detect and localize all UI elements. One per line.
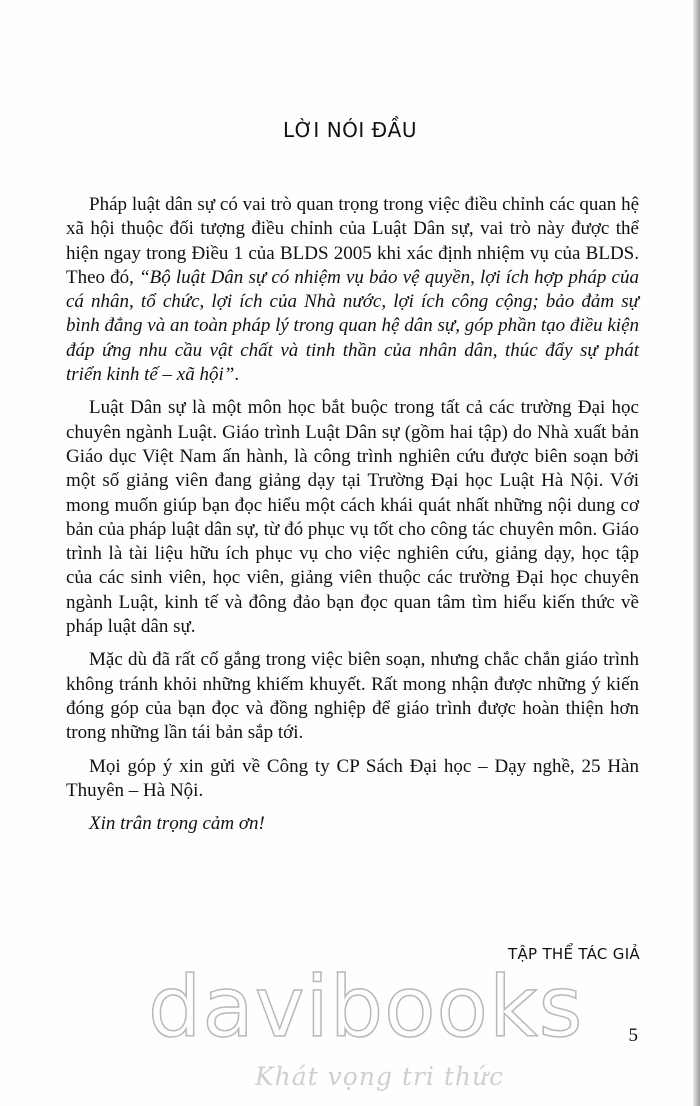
closing-line: Xin trân trọng cảm ơn! <box>89 813 265 835</box>
watermark-tagline: Khát vọng tri thức <box>255 1062 505 1091</box>
scan-page-edge <box>693 0 700 1106</box>
page-title: LỜI NÓI ĐẦU <box>283 118 417 142</box>
author-signature: TẬP THỂ TÁC GIẢ <box>508 945 640 963</box>
page-number: 5 <box>628 1025 638 1046</box>
paragraph-1-tail: . <box>234 364 240 386</box>
paragraph-3: Mặc dù đã rất cố gắng trong việc biên soạn, nhưng chắc chắn giáo trình không tránh khỏi những khiếm khuyết. Rất mong nhận được những ý kiến đóng góp của bạn đọc và đồng nghiệp để giáo trình được hoàn thiện hơn trong những lần tái bản sắp tới. <box>66 649 639 744</box>
preface-body <box>66 193 639 845</box>
paragraph-2: Luật Dân sự là một môn học bắt buộc trong tất cả các trường Đại học chuyên ngành Luật. Giáo trình Luật Dân sự (gồm hai tập) do Nhà xuất bản Giáo dục Việt Nam ấn hành, là công trình nghiên cứu được biên soạn bởi một số giảng viên đang giảng dạy tại Trường Đại học Luật Hà Nội. Với mong muốn giúp bạn đọc hiểu một cách khái quát nhất những nội dung cơ bản của pháp luật dân sự, từ đó phục vụ tốt cho công tác chuyên môn. Giáo trình là tài liệu hữu ích phục vụ cho việc nghiên cứu, giảng dạy, học tập của các sinh viên, học viên, giảng viên thuộc các trường Đại học chuyên ngành Luật, kinh tế và đông đảo bạn đọc quan tâm tìm hiểu kiến thức về pháp luật dân sự. <box>66 397 639 638</box>
watermark-logo: davibooks <box>148 958 584 1056</box>
paragraph-4: Mọi góp ý xin gửi về Công ty CP Sách Đại học – Dạy nghề, 25 Hàn Thuyên – Hà Nội. <box>66 755 639 801</box>
paragraph-1 <box>66 193 639 387</box>
paragraph-1-lead: Pháp luật dân sự có vai trò quan trọng trong việc điều chỉnh các quan hệ xã hội thuộc đối tượng điều chỉnh của Luật Dân sự, vai trò này được thể hiện ngay trong Điều 1 của BLDS 2005 khi xác định nhiệm vụ của BLDS. Theo đó, <box>66 194 639 288</box>
paragraph-1-quote: “Bộ luật Dân sự có nhiệm vụ bảo vệ quyền, lợi ích hợp pháp của cá nhân, tổ chức, lợi ích của Nhà nước, lợi ích công cộng; bảo đảm sự bình đẳng và an toàn pháp lý trong quan hệ dân sự, góp phần tạo điều kiện đáp ứng nhu cầu vật chất và tinh thần của nhân dân, thúc đẩy sự phát triển kinh tế – xã hội” <box>66 266 639 386</box>
